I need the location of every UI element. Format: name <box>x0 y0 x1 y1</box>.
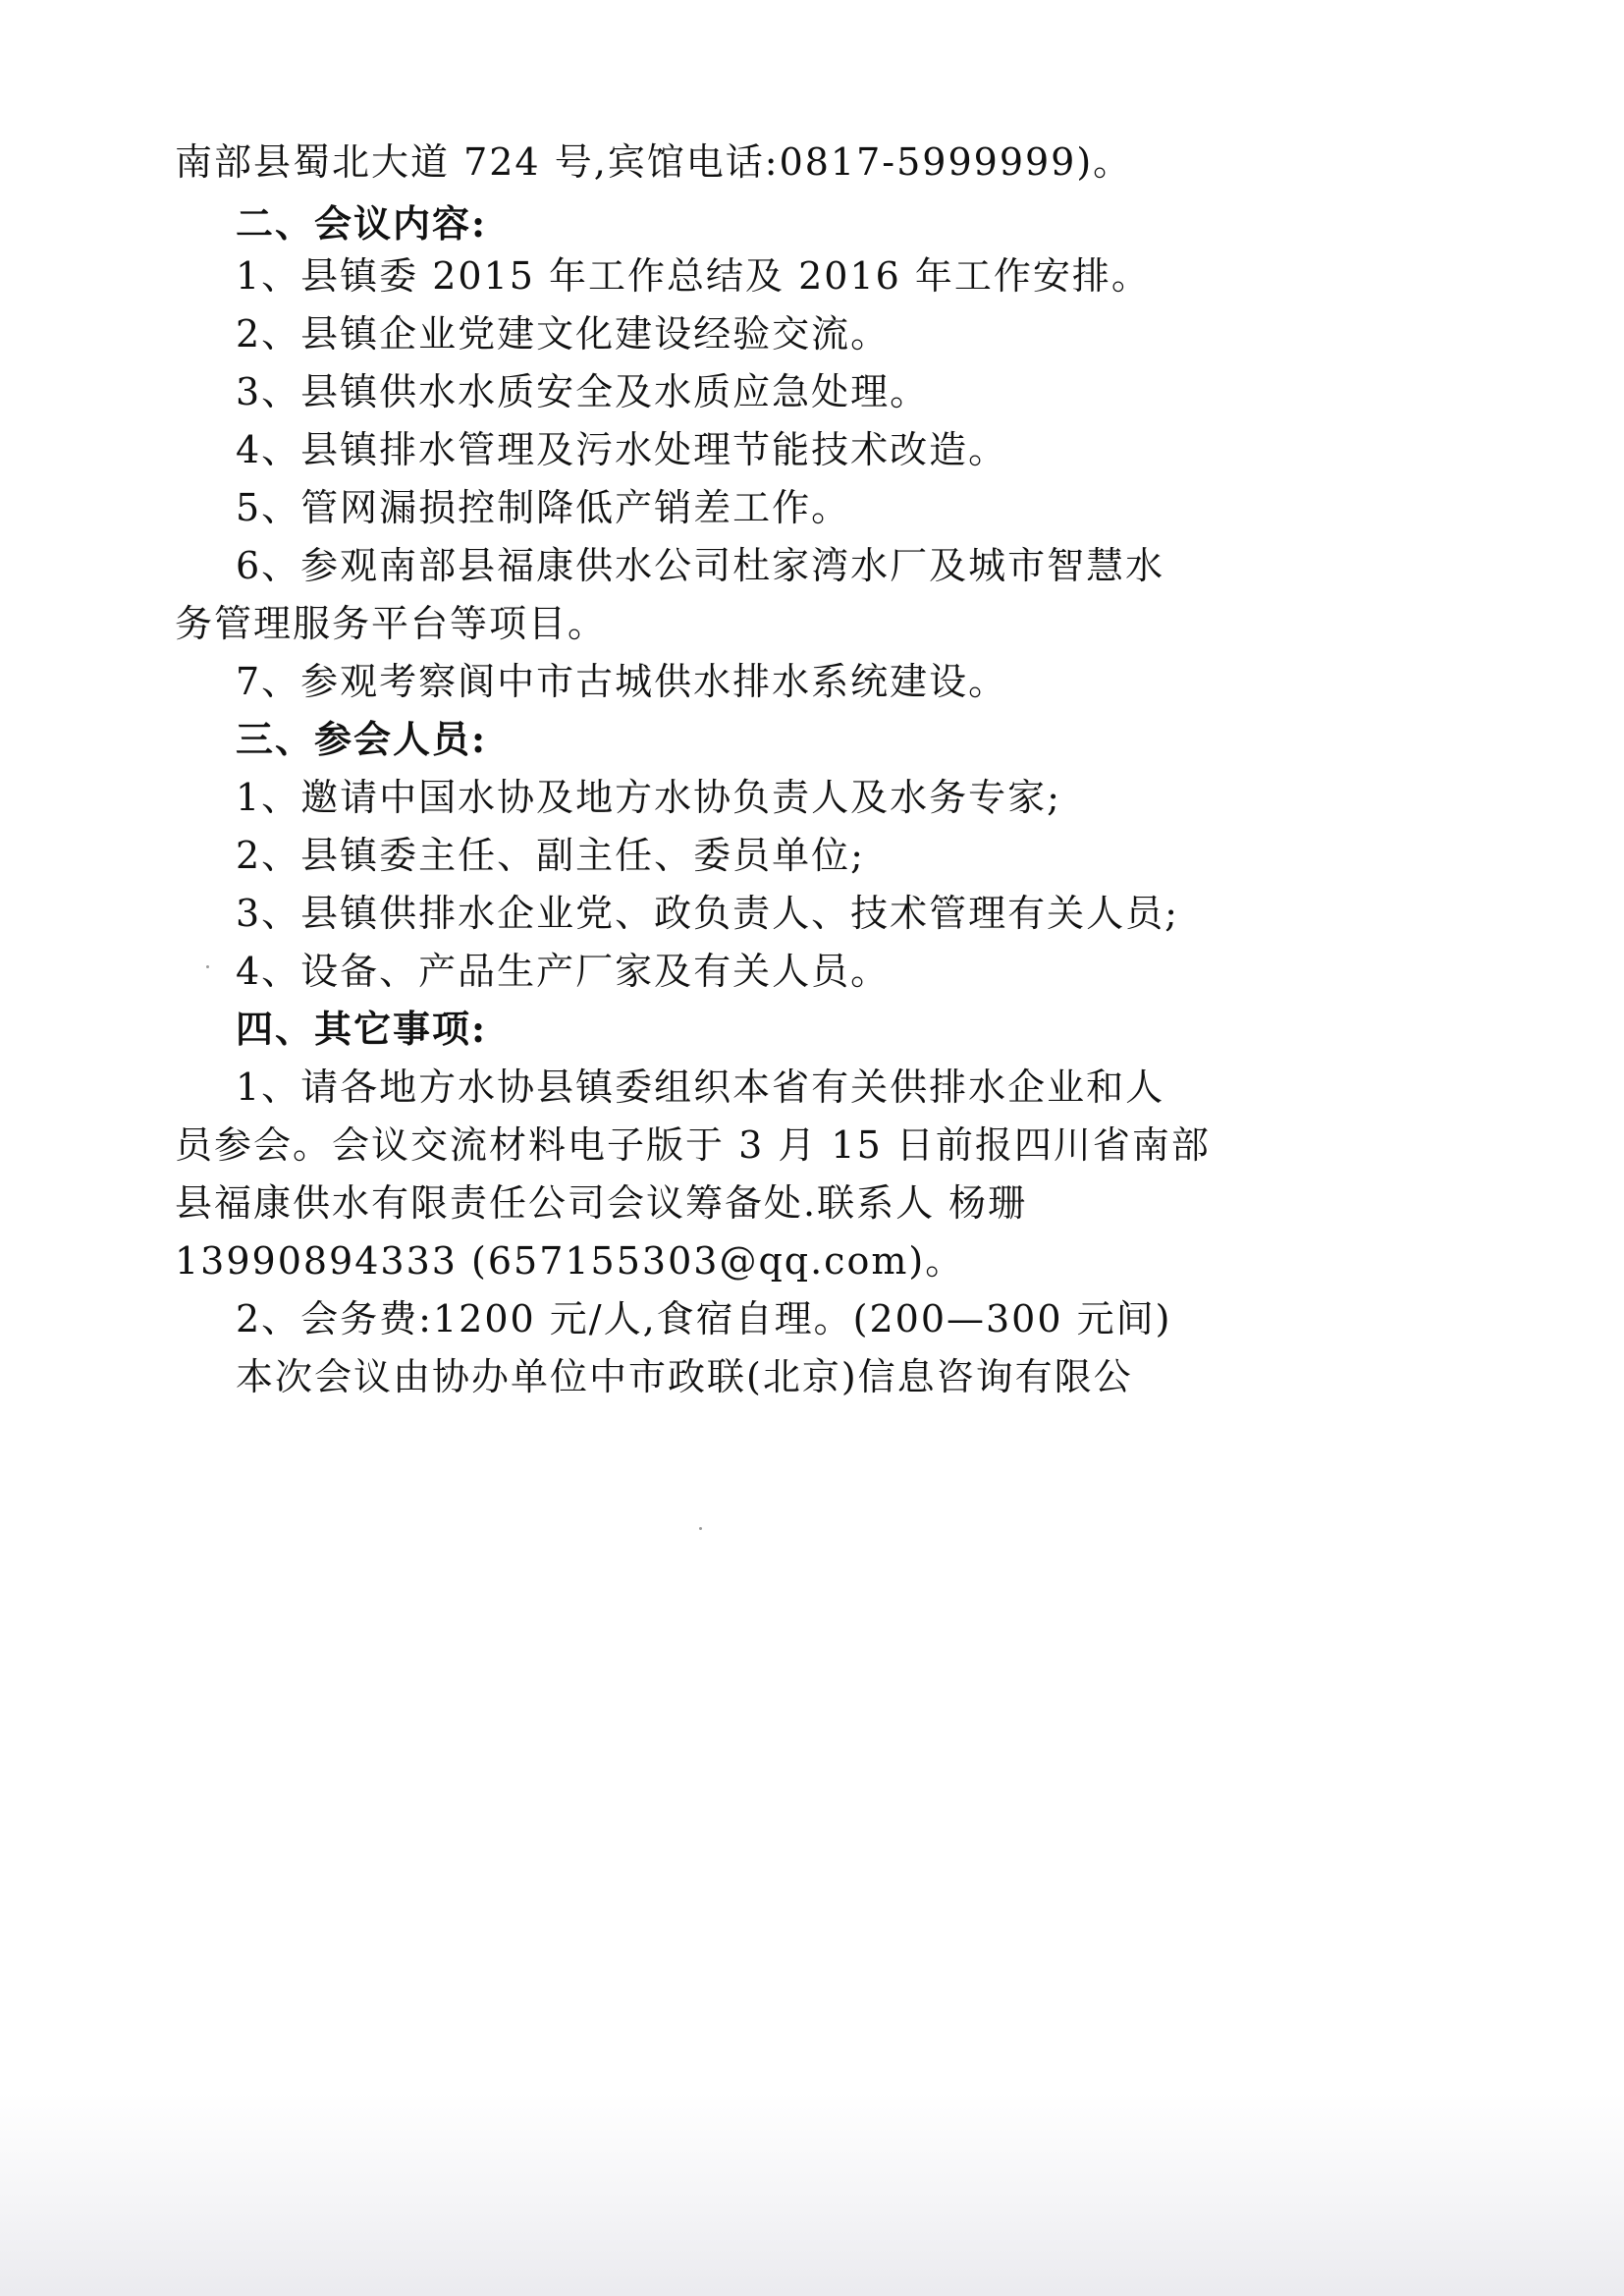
section-2-item-4: 4、县镇排水管理及污水处理节能技术改造。 <box>236 428 1008 471</box>
section-3-title: 三、参会人员: <box>236 717 488 761</box>
scan-speck <box>699 1527 702 1530</box>
section-3-item-1: 1、邀请中国水协及地方水协负责人及水务专家; <box>236 776 1061 819</box>
scan-edge-shadow <box>0 2092 1624 2296</box>
section-4-item-1-line-1: 1、请各地方水协县镇委组织本省有关供排水企业和人 <box>236 1066 1165 1109</box>
section-2-item-1: 1、县镇委 2015 年工作总结及 2016 年工作安排。 <box>236 254 1151 298</box>
section-2-item-7: 7、参观考察阆中市古城供水排水系统建设。 <box>236 660 1008 703</box>
section-2-title: 二、会议内容: <box>236 201 488 246</box>
section-2-item-3: 3、县镇供水水质安全及水质应急处理。 <box>236 370 930 413</box>
section-3-item-2: 2、县镇委主任、副主任、委员单位; <box>236 834 865 877</box>
scan-speck <box>206 965 209 968</box>
section-3-item-4: 4、设备、产品生产厂家及有关人员。 <box>236 950 891 993</box>
section-2-item-2: 2、县镇企业党建文化建设经验交流。 <box>236 312 891 355</box>
section-4-item-1-line-3: 县福康供水有限责任公司会议筹备处.联系人 杨珊 <box>175 1181 1028 1225</box>
section-3-item-3: 3、县镇供排水企业党、政负责人、技术管理有关人员; <box>236 892 1179 935</box>
section-2-item-6-line-1: 6、参观南部县福康供水公司杜家湾水厂及城市智慧水 <box>236 544 1165 587</box>
section-4-item-1-line-4: 13990894333 (657155303@qq.com)。 <box>175 1239 965 1283</box>
section-4-item-2: 2、会务费:1200 元/人,食宿自理。(200—300 元间) <box>236 1297 1172 1340</box>
section-4-item-1-line-2: 员参会。会议交流材料电子版于 3 月 15 日前报四川省南部 <box>175 1123 1211 1167</box>
section-4-title: 四、其它事项: <box>236 1007 488 1051</box>
intro-line: 南部县蜀北大道 724 号,宾馆电话:0817-5999999)。 <box>175 140 1133 184</box>
section-2-item-6-line-2: 务管理服务平台等项目。 <box>175 602 608 645</box>
closing-line: 本次会议由协办单位中市政联(北京)信息咨询有限公 <box>236 1355 1133 1398</box>
section-2-item-5: 5、管网漏损控制降低产销差工作。 <box>236 486 851 529</box>
